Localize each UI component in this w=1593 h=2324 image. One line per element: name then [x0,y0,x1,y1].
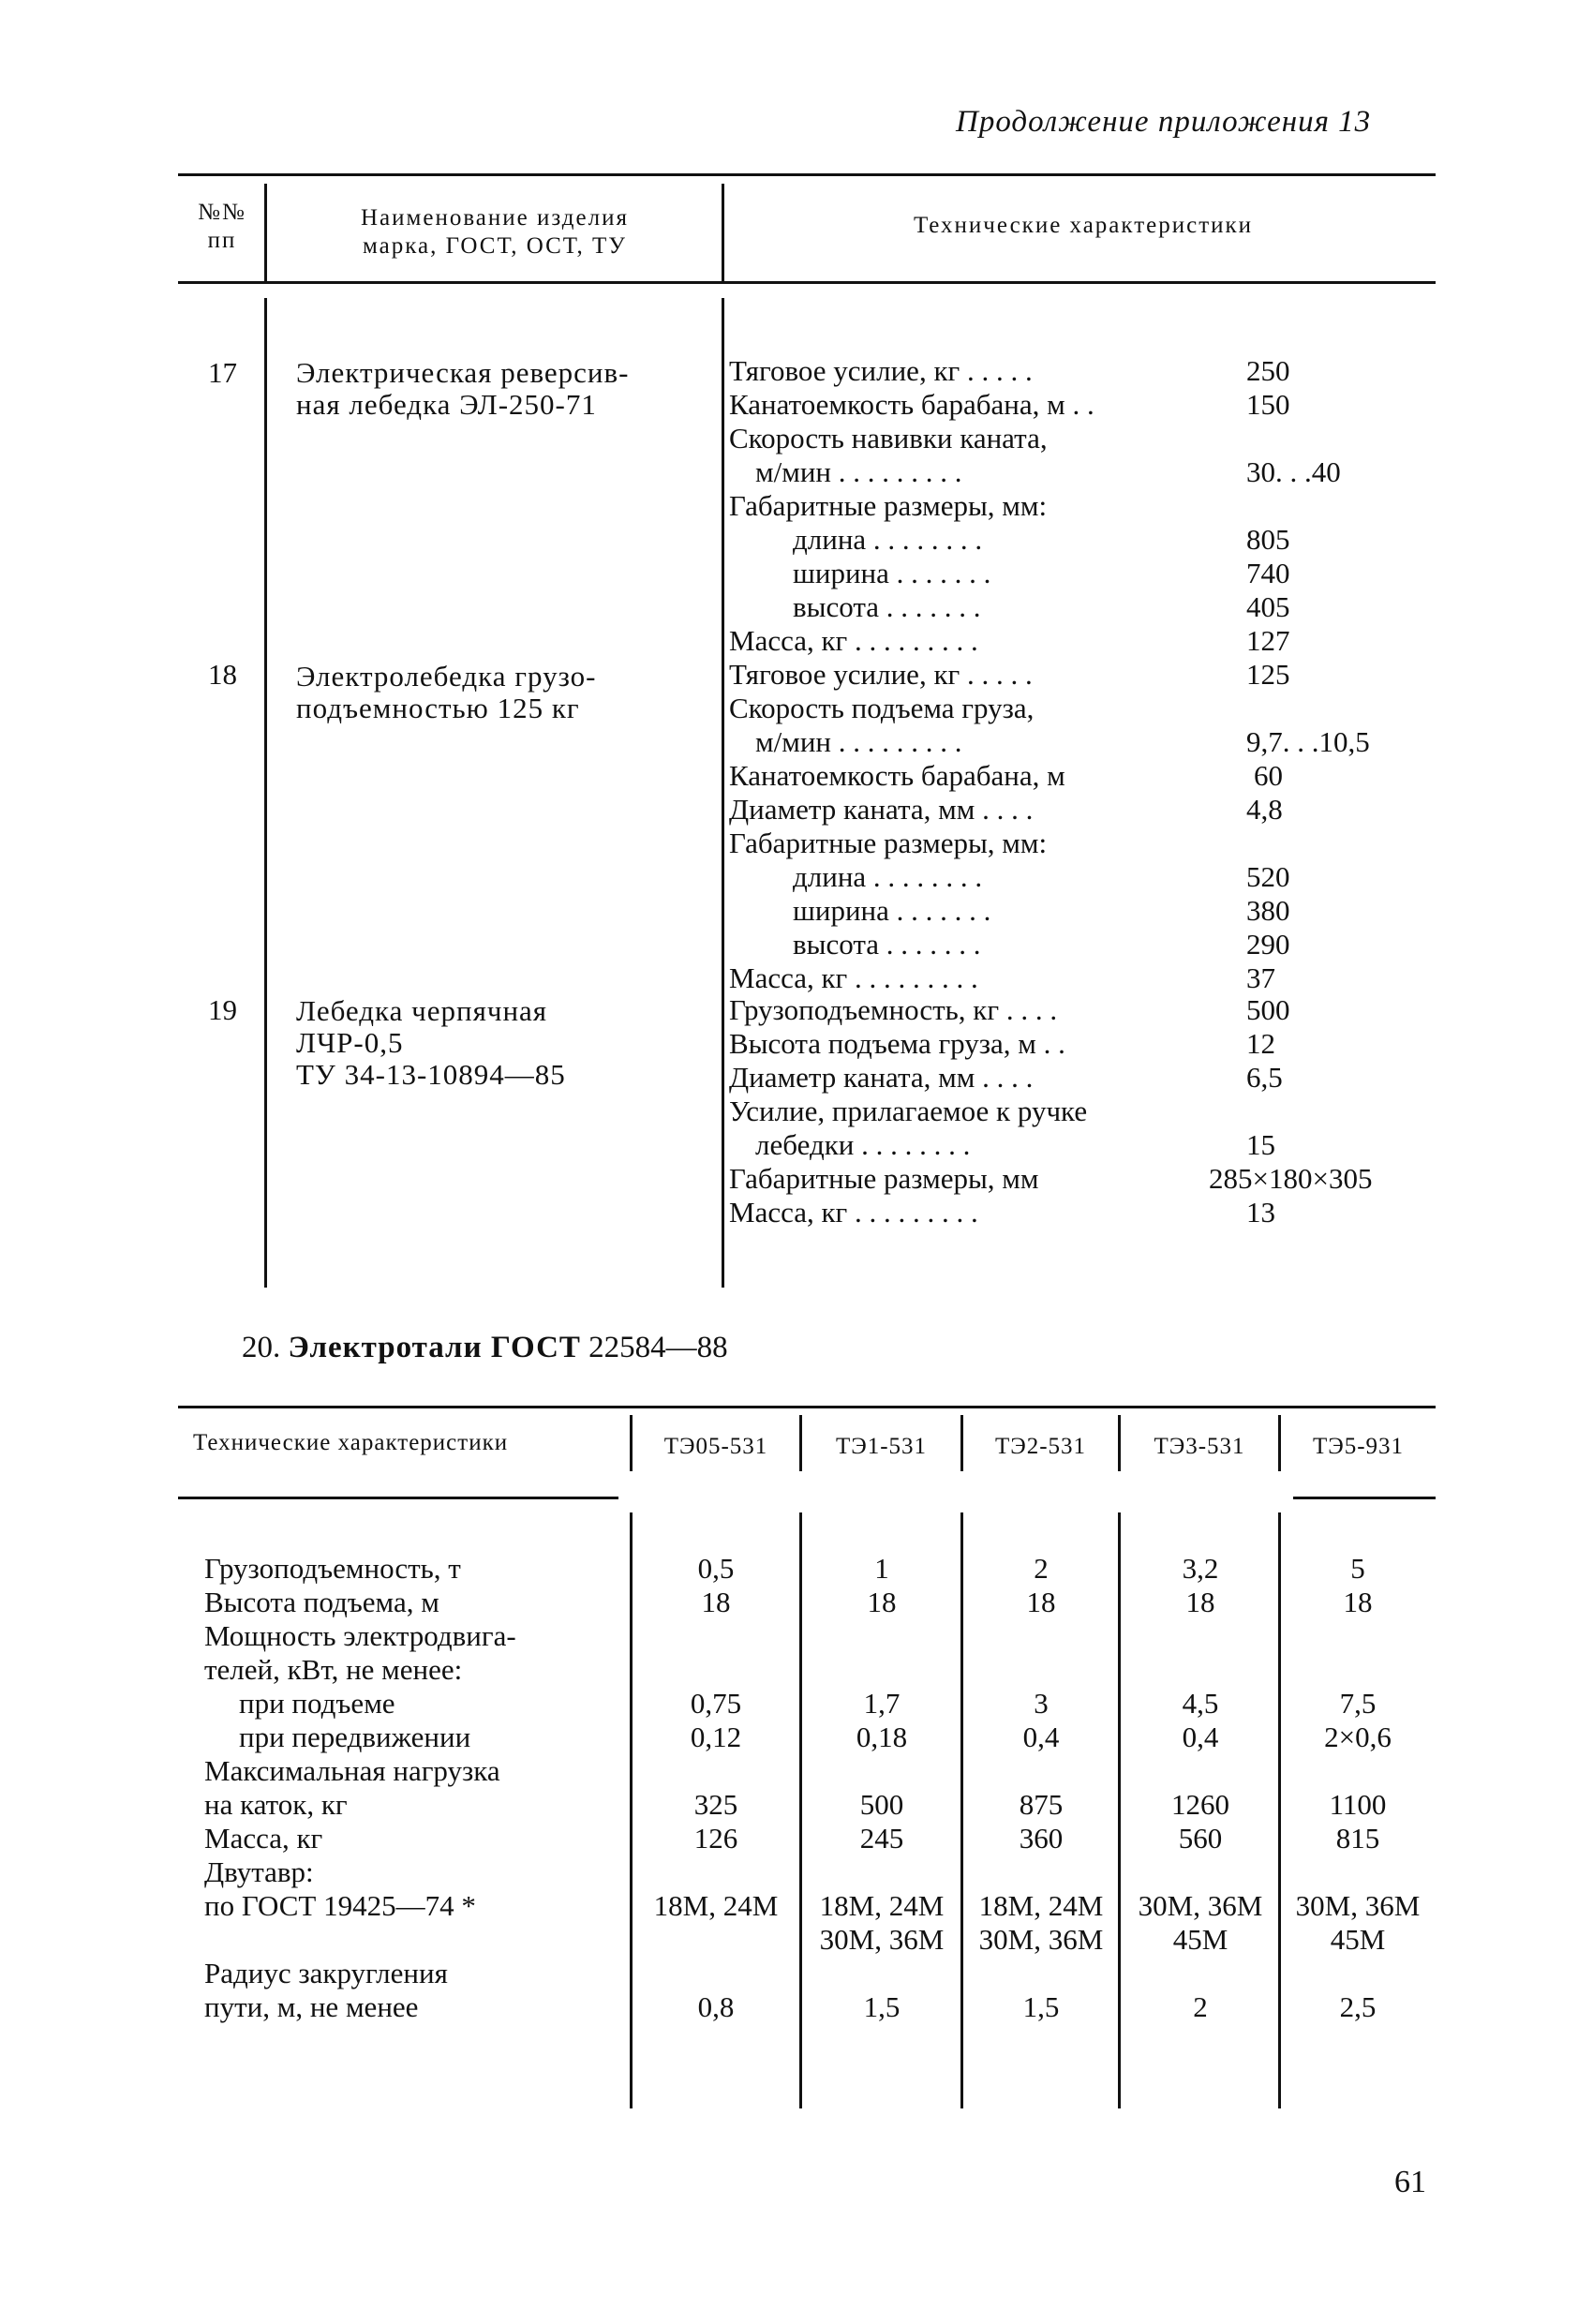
spec-value: 127 [1246,624,1290,657]
table2-cell: 1260 [1171,1788,1229,1821]
spec-label: Габаритные размеры, мм [729,1162,1039,1195]
table2-header-model: ТЭ3-531 [1154,1434,1245,1459]
spec-label: Канатоемкость барабана, м . . [729,388,1094,421]
table2-row-label: Двутавр: [204,1855,314,1888]
table2-cell: 245 [859,1822,904,1855]
table2-cell: 5 [1350,1552,1365,1585]
table2-title-rest: 22584—88 [588,1331,728,1364]
item-19-name-line-3: ТУ 34-13-10894—85 [296,1058,566,1091]
table2-row-label: при подъеме [239,1687,395,1720]
table2-top-rule [178,1406,1436,1408]
item-17-name-line-2: ная лебедка ЭЛ-250-71 [296,388,597,421]
table2-cell: 0,8 [697,1990,735,2023]
item-19-name-line-2: ЛЧР-0,5 [296,1026,404,1059]
item-17-name-line-1: Электрическая реверсив- [296,356,630,389]
table2-cell: 4,5 [1182,1687,1219,1720]
spec-label: высота . . . . . . . [793,928,981,961]
table2-cell: 18М, 24М [819,1889,945,1922]
table2-row-label: Радиус закругления [204,1957,448,1989]
spec-value: 290 [1246,928,1290,961]
table1-header-rule [178,281,1436,284]
spec-label: Тяговое усилие, кг . . . . . [729,354,1033,387]
table1-header-num-line-1: №№ [198,200,246,225]
spec-value: 125 [1246,658,1290,691]
spec-label: Масса, кг . . . . . . . . . [729,624,978,657]
item-17-specs [729,354,1441,663]
spec-value: 150 [1246,388,1290,421]
spec-label: Диаметр каната, мм . . . . [729,793,1034,826]
table2-cell: 0,12 [690,1721,742,1753]
table2-cell: 500 [859,1788,904,1821]
table1-col-divider-2 [722,184,724,281]
table2-cell: 2 [1193,1990,1208,2023]
table2-cell: 2 [1034,1552,1049,1585]
table2-cell: 1100 [1329,1788,1387,1821]
item-17-number: 17 [208,356,237,389]
table2-row-label: Мощность электродвига- [204,1619,516,1652]
table2-row-label: телей, кВт, не менее: [204,1653,463,1686]
table2-cell: 0,5 [697,1552,735,1585]
spec-value: 60 [1254,759,1283,792]
table2-header-model: ТЭ05-531 [663,1434,768,1459]
spec-value: 740 [1246,557,1290,589]
spec-value: 380 [1246,894,1290,927]
spec-value: 9,7. . .10,5 [1246,725,1370,758]
item-18-specs [729,658,1441,1001]
table2-cell: 18 [867,1586,897,1618]
table2-cell: 0,18 [856,1721,908,1753]
spec-value: 405 [1246,590,1290,623]
table1-col-divider-1 [264,184,267,281]
spec-label: Масса, кг . . . . . . . . . [729,1196,978,1229]
table2-row-label: на каток, кг [204,1788,348,1821]
table1-header-num-line-2: пп [207,228,237,253]
item-18-name-line-2: подъемностью 125 кг [296,692,580,724]
table2-cell: 2,5 [1339,1990,1377,2023]
running-head: Продолжение приложения 13 [956,105,1372,139]
spec-label: Грузоподъемность, кг . . . . [729,993,1058,1026]
table2-row-label: Грузоподъемность, т [204,1552,461,1585]
spec-value: 12 [1246,1027,1275,1060]
table2-header-label: Технические характеристики [193,1430,509,1455]
table2-cell: 1,5 [1022,1990,1060,2023]
table2-row-label: при передвижении [239,1721,471,1753]
table2-cell: 560 [1178,1822,1223,1855]
spec-value: 285×180×305 [1209,1162,1373,1195]
spec-label: Усилие, прилагаемое к ручке [729,1095,1088,1127]
item-19-number: 19 [208,993,237,1026]
table2-cell: 18М, 24М [653,1889,779,1922]
table2-cell: 18 [1026,1586,1056,1618]
table2-cell: 18 [1185,1586,1215,1618]
table2-cell: 3 [1034,1687,1049,1720]
table2-cell: 875 [1019,1788,1064,1821]
item-18-name-line-1: Электролебедка грузо- [296,660,597,693]
table2-cell: 45М [1330,1923,1386,1956]
table2-cell: 360 [1019,1822,1064,1855]
spec-value: 4,8 [1246,793,1283,826]
spec-label: Скорость подъема груза, [729,692,1035,724]
table2-cell: 30М, 36М [1138,1889,1263,1922]
table2-col-divider-1 [630,1415,633,2108]
table2-cell: 30М, 36М [978,1923,1104,1956]
item-17-name [296,357,629,421]
spec-label: высота . . . . . . . [793,590,981,623]
table2-cell: 0,4 [1022,1721,1060,1753]
spec-label: м/мин . . . . . . . . . [755,455,962,488]
spec-label: длина . . . . . . . . [793,860,983,893]
spec-value: 500 [1246,993,1290,1026]
table2-cell: 126 [693,1822,738,1855]
table2-cell: 1 [874,1552,889,1585]
table2-cell: 815 [1335,1822,1380,1855]
spec-label: длина . . . . . . . . [793,523,983,556]
table2-cell: 0,4 [1182,1721,1219,1753]
spec-label: Тяговое усилие, кг . . . . . [729,658,1033,691]
table2-cell: 3,2 [1182,1552,1219,1585]
table2-row-label: Высота подъема, м [204,1586,439,1618]
table1-top-rule [178,173,1436,176]
table1-header-specs: Технические характеристики [913,213,1254,238]
table2-cell: 30М, 36М [819,1923,945,1956]
table1-header-num [184,199,261,255]
table2-row-label: пути, м, не менее [204,1990,419,2023]
table2-cell: 18 [1343,1586,1373,1618]
item-19-name-line-1: Лебедка черпячная [296,994,548,1027]
spec-label: Масса, кг . . . . . . . . . [729,961,978,994]
table2-title-number: 20. [242,1331,281,1364]
spec-label: Габаритные размеры, мм: [729,489,1048,522]
spec-label: м/мин . . . . . . . . . [755,725,962,758]
spec-label: Скорость навивки каната, [729,422,1048,454]
spec-label: Габаритные размеры, мм: [729,827,1048,859]
spec-label: лебедки . . . . . . . . [755,1128,971,1161]
table2-cell: 1,5 [863,1990,901,2023]
table2-cell: 0,75 [690,1687,742,1720]
table2-header-model: ТЭ5-931 [1312,1434,1405,1459]
table2-cell: 18 [701,1586,731,1618]
table1-header-name [272,204,718,261]
spec-value: 13 [1246,1196,1275,1229]
spec-label: ширина . . . . . . . [793,557,991,589]
table2-header-model: ТЭ2-531 [994,1434,1087,1459]
table1-header-name-line-2: марка, ГОСТ, ОСТ, ТУ [362,233,628,259]
table1-body-divider-1 [264,298,267,1288]
spec-value: 37 [1246,961,1275,994]
page-number: 61 [1394,2165,1426,2199]
table2-cell: 7,5 [1339,1687,1377,1720]
spec-value: 250 [1246,354,1290,387]
table2-row-label: Максимальная нагрузка [204,1754,500,1787]
item-18-number: 18 [208,658,237,691]
item-19-name [296,995,566,1091]
table2-row-label: Масса, кг [204,1822,323,1855]
item-19-specs [729,993,1441,1235]
spec-value: 6,5 [1246,1061,1283,1094]
table2-cell: 325 [693,1788,738,1821]
spec-value: 520 [1246,860,1290,893]
table2-header-gap-mask [618,1471,1293,1512]
table2-cell: 18М, 24М [978,1889,1104,1922]
table2-cell: 2×0,6 [1324,1721,1392,1753]
table2-cell: 30М, 36М [1295,1889,1421,1922]
table2-row-label: по ГОСТ 19425—74 * [204,1889,476,1922]
spec-label: ширина . . . . . . . [793,894,991,927]
spec-label: Высота подъема груза, м . . [729,1027,1065,1060]
spec-value: 30. . .40 [1246,455,1341,488]
table2-title [242,1331,728,1365]
table2-cell: 1,7 [863,1687,901,1720]
item-18-name [296,661,596,724]
table2-title-bold: Электротали ГОСТ [288,1331,581,1364]
spec-label: Канатоемкость барабана, м [729,759,1065,792]
table1-header-name-line-1: Наименование изделия [361,205,629,231]
table2-cell: 45М [1172,1923,1228,1956]
table2-header-model: ТЭ1-531 [835,1434,928,1459]
table1-body-divider-2 [722,298,724,1288]
spec-value: 805 [1246,523,1290,556]
spec-value: 15 [1246,1128,1275,1161]
spec-label: Диаметр каната, мм . . . . [729,1061,1034,1094]
